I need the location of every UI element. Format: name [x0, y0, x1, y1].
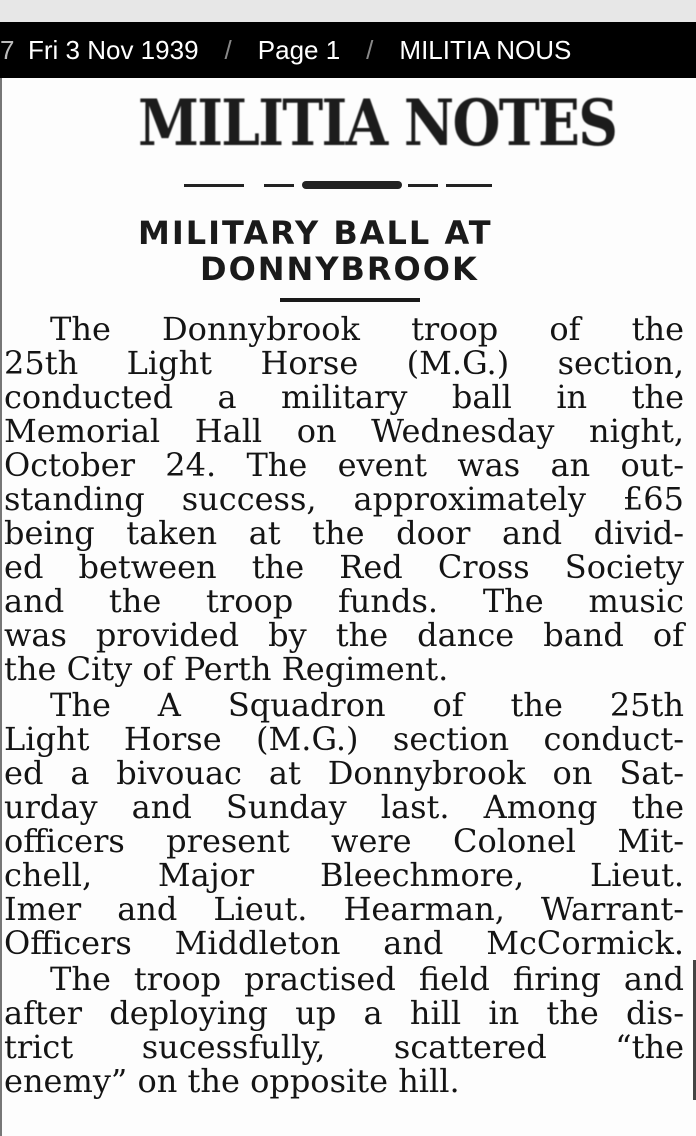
- article-subheading: DONNYBROOK: [200, 250, 479, 288]
- article-line: The Donnybrook troop of the: [50, 310, 684, 348]
- clipping-left-edge: [0, 78, 2, 1136]
- article-line: and the troop funds. The music: [4, 582, 684, 620]
- article-line: chell, Major Bleechmore, Lieut.: [4, 856, 684, 894]
- article-line: urday and Sunday last. Among the: [4, 788, 684, 826]
- article-line: Officers Middleton and McCormick.: [4, 924, 684, 962]
- article-line: being taken at the door and divid-: [4, 514, 684, 552]
- breadcrumb: [0, 22, 696, 78]
- article-line: October 24. The event was an out-: [4, 446, 684, 484]
- article-line: ed between the Red Cross Society: [4, 548, 684, 586]
- article-line: 25th Light Horse (M.G.) section,: [4, 344, 684, 382]
- breadcrumb-separator: /: [366, 34, 374, 65]
- article-line: was provided by the dance band of: [4, 616, 684, 654]
- breadcrumb-date-link[interactable]: Fri 3 Nov 1939: [28, 34, 199, 65]
- article-line: The troop practised field firing and: [50, 960, 684, 998]
- article-line: after deploying up a hill in the dis-: [4, 994, 684, 1032]
- article-headline: MILITIA NOTES: [138, 86, 617, 161]
- article-line: Imer and Lieut. Hearman, Warrant-: [4, 890, 684, 928]
- decorative-rule: [184, 180, 494, 190]
- article-line: the City of Perth Regiment.: [4, 650, 449, 688]
- article-line: ed a bivouac at Donnybrook on Sat-: [4, 754, 684, 792]
- article-subheading: MILITARY BALL AT: [138, 214, 493, 252]
- article-line: trict sucessfully, scattered “the: [4, 1028, 684, 1066]
- breadcrumb-separator: /: [224, 34, 232, 65]
- article-line: Light Horse (M.G.) section conduct-: [4, 720, 684, 758]
- browser-top-strip: [0, 0, 696, 22]
- article-line: conducted a military ball in the: [4, 378, 684, 416]
- article-line: standing success, approximately £65: [4, 480, 684, 518]
- breadcrumb-section-title: MILITIA NOUS: [399, 34, 572, 65]
- breadcrumb-page-link[interactable]: Page 1: [257, 34, 341, 65]
- breadcrumb-lead: 7: [0, 34, 15, 65]
- article-line: The A Squadron of the 25th: [50, 686, 684, 724]
- article-line: officers present were Colonel Mit-: [4, 822, 684, 860]
- divider-rule: [280, 298, 420, 302]
- article-line: Memorial Hall on Wednesday night,: [4, 412, 684, 450]
- article-line: enemy” on the opposite hill.: [4, 1062, 460, 1100]
